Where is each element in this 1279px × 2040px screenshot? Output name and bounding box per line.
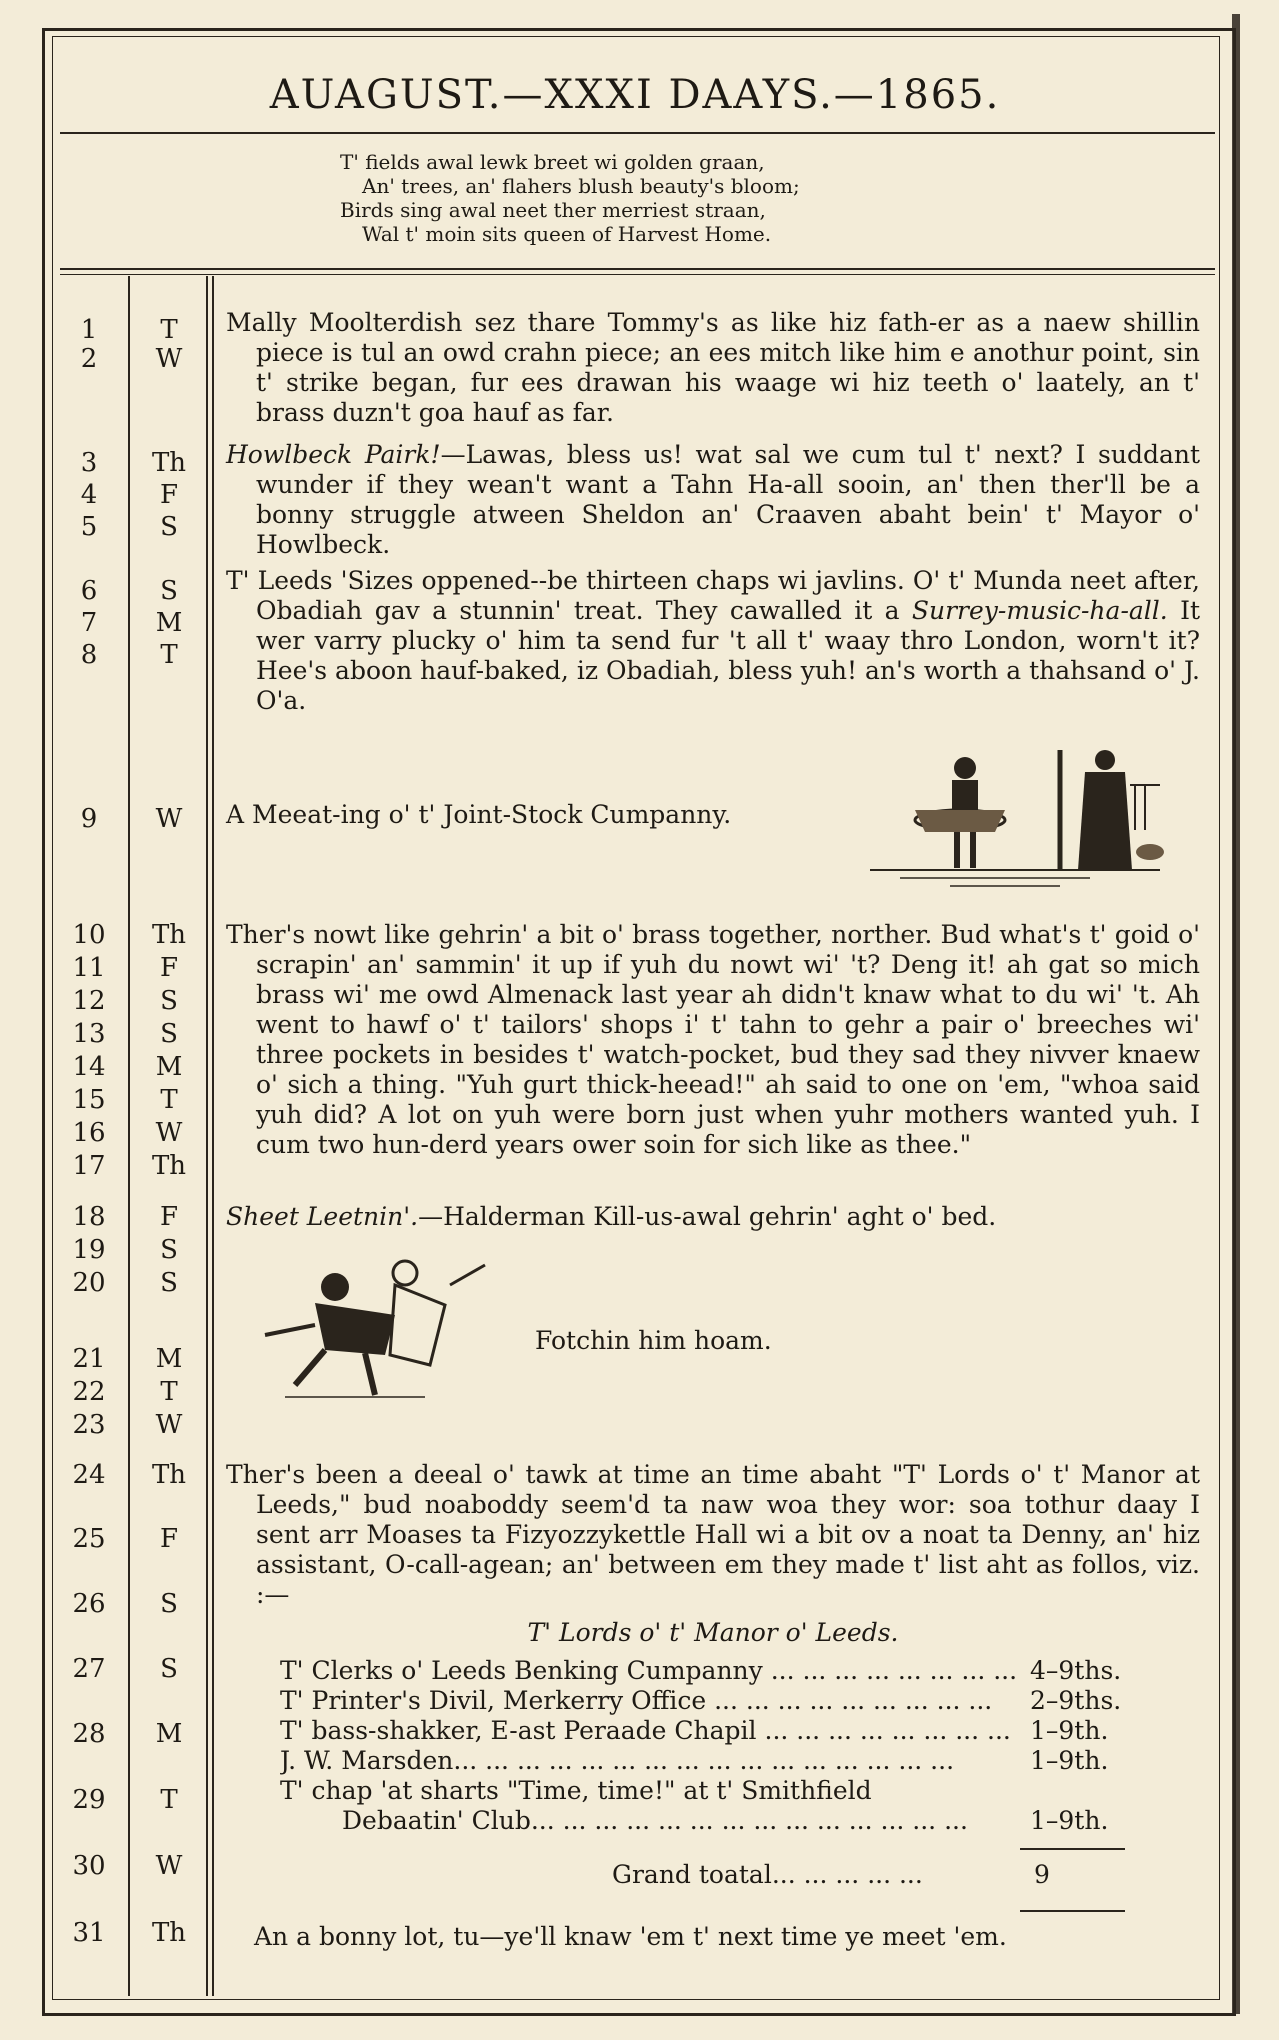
- lord-share: 1–9th.: [1030, 1806, 1109, 1835]
- weekday: S: [160, 1019, 178, 1049]
- entry-paragraph: [226, 1202, 996, 1231]
- lords-table: [280, 1656, 1130, 1836]
- weekday: Th: [151, 1151, 187, 1181]
- grand-total-value: 9: [1034, 1860, 1050, 1889]
- lords-heading: [226, 1618, 1200, 1647]
- day-number: 21: [72, 1344, 106, 1374]
- total-rule: [1020, 1848, 1125, 1850]
- meeting-caption: A Meeat-ing o' t' Joint-Stock Cumpanny.: [226, 800, 732, 829]
- entry-paragraph: [226, 440, 1200, 560]
- day-number: 25: [72, 1524, 106, 1554]
- day-number: 20: [72, 1268, 106, 1298]
- day-number: 2: [80, 344, 98, 374]
- day-number: 5: [80, 512, 98, 542]
- weekday: T: [160, 1085, 178, 1115]
- weekday: S: [160, 512, 178, 542]
- lord-name: J. W. Marsden... ... ... ... ... ... ... ... ... ... ... ... ... ... ... ...: [280, 1746, 955, 1775]
- poem-line: T' fields awal lewk breet wi golden graan,: [340, 150, 765, 174]
- weekday: W: [155, 1851, 183, 1881]
- weekday: M: [155, 1719, 183, 1749]
- entry-paragraph: Ther's nowt like gehrin' a bit o' brass together, norther. Bud what's t' goid o' scrapin' an' sammin' it up if yuh du nowt wi' 't? Deng it! ah gat so mich brass wi' me owd Almenack last year ah didn't knaw what to du wi' 't. Ah went to hawf o' t' tailors' shops i' t' tahn to gehr a pair o' breeches wi' three pockets in besides t' watch-pocket, bud they sad they nivver knaew o' sich a thing. "Yuh gurt thick-heead!" ah said to one on 'em, "whoa said yuh did? A lot on yuh were born just when yuhr mothers wanted yuh. I cum two hun-derd years ower soin for sich like as thee.": [226, 920, 1200, 1159]
- entry-paragraph: Ther's been a deeal o' tawk at time an time abaht "T' Lords o' t' Manor at Leeds," bud noaboddy seem'd ta naw woa they wor: soa tothur daay I sent arr Moases ta Fizyozzykettle Hall wi a bit ov a noat ta Denny, an' hiz assistant, O-call-agean; an' between em they made t' list aht as follos, viz. :—: [226, 1460, 1200, 1609]
- lord-name: T' chap 'at sharts "Time, time!" at t' Smithfield: [280, 1776, 872, 1805]
- entry-text: It wer varry plucky o' him ta send fur 't all t' waay thro London, worn't it? Hee's aboon hauf-baked, iz Obadiah, bless yuh! an's worth a thahsand o' J. O'a.: [256, 596, 1200, 715]
- fotchin-caption: Fotchin him hoam.: [535, 1326, 772, 1355]
- lord-name: T' Clerks o' Leeds Benking Cumpanny ... ... ... ... ... ... ... ...: [280, 1656, 1018, 1685]
- poem-rule-thin: [60, 274, 1215, 275]
- grand-total-label: Grand toatal... ... ... ... ...: [612, 1860, 923, 1889]
- weekday: T: [160, 1377, 178, 1407]
- entry-paragraph: Mally Moolterdish sez thare Tommy's as like hiz fath-er as a naew shillin piece is tul an owd crahn piece; an ees mitch like him e anothur point, sin t' strike began, fur ees drawan his waage wi hiz teeth o' laately, an t' brass duzn't goa hauf as far.: [226, 308, 1200, 427]
- day-number: 12: [72, 986, 106, 1016]
- poem-line: Birds sing awal neet ther merriest straan,: [340, 198, 766, 222]
- lord-name: T' bass-shakker, E-ast Peraade Chapil ... ... ... ... ... ... ... ...: [280, 1716, 1011, 1745]
- weekday: M: [155, 608, 183, 638]
- weekday: F: [159, 1524, 179, 1554]
- weekday: W: [155, 804, 183, 834]
- weekday: Th: [151, 448, 187, 478]
- day-number: 1: [80, 315, 98, 345]
- day-number: 13: [72, 1019, 106, 1049]
- total-rule: [1020, 1910, 1125, 1912]
- table-row: [280, 1686, 1130, 1716]
- day-number: 22: [72, 1377, 106, 1407]
- entry-text: —Lawas, bless us! wat sal we cum tul t' next? I suddant wunder if they wean't want a Tahn Ha-all sooin, an' then ther'll be a bonny struggle atween Sheldon an' Craaven abaht bein' t' Mayor o' Howlbeck.: [256, 440, 1200, 559]
- day-number: 17: [72, 1151, 106, 1181]
- entry-text: T' Leeds 'Sizes oppened--be thirteen chaps wi javlins. O' t' Munda neet after, Obadiah gav a stunnin' treat. They cawalled it a: [226, 566, 1200, 625]
- day-number: 16: [72, 1118, 106, 1148]
- title-rule: [60, 132, 1215, 134]
- day-number: 24: [72, 1460, 106, 1490]
- poem-rule: [60, 268, 1215, 270]
- weekday: F: [159, 480, 179, 510]
- day-number: 11: [72, 953, 106, 983]
- weekday: W: [155, 344, 183, 374]
- day-number: 15: [72, 1085, 106, 1115]
- column-rule: [206, 276, 208, 1996]
- weekday: F: [159, 1202, 179, 1232]
- day-number: 7: [80, 608, 98, 638]
- lord-name: T' Printer's Divil, Merkerry Office ... ... ... ... ... ... ... ... ...: [280, 1686, 993, 1715]
- entry-heading: Sheet Leetnin'.: [226, 1202, 419, 1231]
- day-number: 30: [72, 1851, 106, 1881]
- weekday: S: [160, 1235, 178, 1265]
- entry-italic: Surrey-music-ha-all.: [911, 596, 1168, 625]
- lord-name: Debaatin' Club... ... ... ... ... ... ... ... ... ... ... ... ... ...: [342, 1806, 968, 1835]
- weekday: S: [160, 1268, 178, 1298]
- weekday: S: [160, 576, 178, 606]
- fotchin-woodcut: [255, 1255, 515, 1405]
- weekday: S: [160, 1589, 178, 1619]
- weekday: F: [159, 953, 179, 983]
- weekday: T: [160, 315, 178, 345]
- meeting-woodcut: [860, 740, 1190, 900]
- day-number: 8: [80, 640, 98, 670]
- weekday: T: [160, 640, 178, 670]
- day-number: 6: [80, 576, 98, 606]
- lord-share: 2–9ths.: [1030, 1686, 1122, 1715]
- lords-heading-text: T' Lords o' t' Manor o' Leeds.: [527, 1618, 899, 1647]
- weekday: M: [155, 1344, 183, 1374]
- day-number: 10: [72, 920, 106, 950]
- day-number: 27: [72, 1654, 106, 1684]
- day-number: 9: [80, 804, 98, 834]
- column-rule: [128, 276, 130, 1996]
- day-number: 28: [72, 1719, 106, 1749]
- weekday: Th: [151, 1460, 187, 1490]
- poem-line: Wal t' moin sits queen of Harvest Home.: [362, 222, 772, 246]
- entry-paragraph: [226, 566, 1200, 716]
- weekday: Th: [151, 1918, 187, 1948]
- table-row: [280, 1806, 1130, 1836]
- table-row: [280, 1716, 1130, 1746]
- lord-share: [1030, 1776, 1130, 1806]
- day-number: 4: [80, 480, 98, 510]
- entry-text: —Halderman Kill-us-awal gehrin' aght o' bed.: [418, 1202, 997, 1231]
- entry-heading: Howlbeck Pairk!: [226, 440, 441, 469]
- poem: [340, 150, 800, 246]
- day-number: 26: [72, 1589, 106, 1619]
- page-title: AUAGUST.—XXXI DAAYS.—1865.: [269, 72, 1001, 118]
- poem-line: An' trees, an' flahers blush beauty's bloom;: [362, 174, 800, 198]
- day-number: 3: [80, 448, 98, 478]
- table-row: [280, 1656, 1130, 1686]
- column-rule: [212, 276, 214, 1996]
- weekday: W: [155, 1118, 183, 1148]
- day-number: 18: [72, 1202, 106, 1232]
- lord-share: 1–9th.: [1030, 1716, 1109, 1745]
- day-number: 14: [72, 1052, 106, 1082]
- weekday: M: [155, 1052, 183, 1082]
- day-number: 19: [72, 1235, 106, 1265]
- day-number: 31: [72, 1918, 106, 1948]
- table-row: [280, 1776, 1130, 1806]
- closing-line: An a bonny lot, tu—ye'll knaw 'em t' next time ye meet 'em.: [254, 1922, 1007, 1951]
- day-number: 23: [72, 1410, 106, 1440]
- table-row: [280, 1746, 1130, 1776]
- lord-share: 1–9th.: [1030, 1746, 1109, 1775]
- lord-share: 4–9ths.: [1030, 1656, 1122, 1685]
- weekday: T: [160, 1785, 178, 1815]
- weekday: S: [160, 1654, 178, 1684]
- weekday: W: [155, 1410, 183, 1440]
- weekday: S: [160, 986, 178, 1016]
- day-number: 29: [72, 1785, 106, 1815]
- weekday: Th: [151, 920, 187, 950]
